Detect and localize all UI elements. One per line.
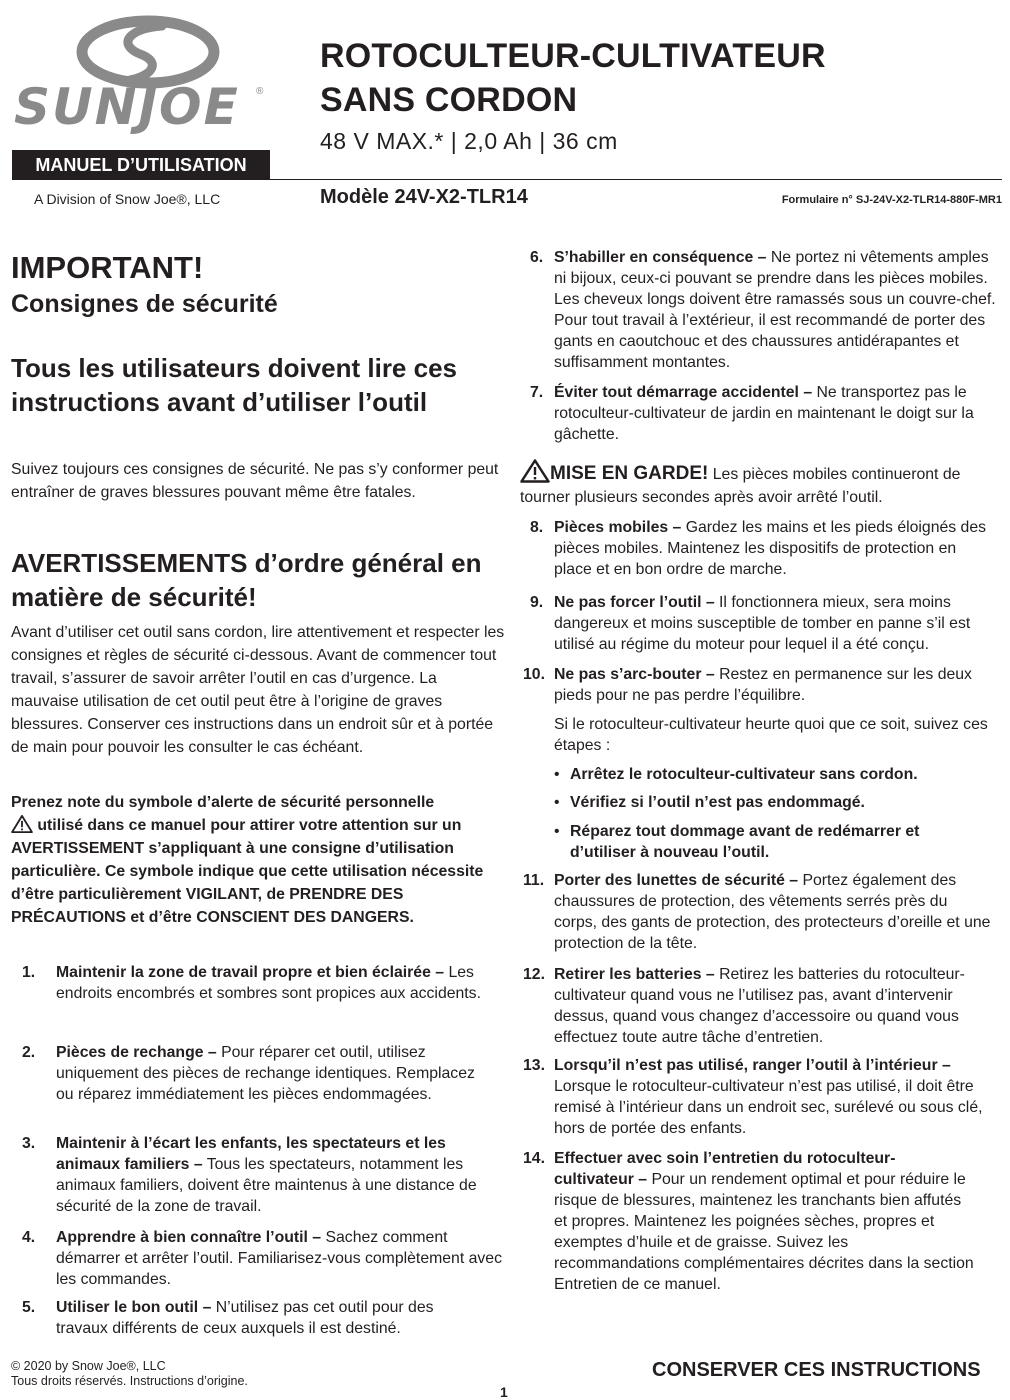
warning-triangle-icon [520,459,550,483]
product-title [320,34,826,122]
rule-number: 9. [530,594,544,611]
rule-number: 13. [523,1057,545,1074]
rule-text: Il fonctionnera mieux, sera moins dangereux et moins susceptible de tomber en panne s’il est utilisé au régime du moteur pour lequel il a été conçu. [554,594,971,653]
rule-number: 4. [22,1229,36,1246]
rule-number: 6. [530,249,544,266]
page-number: 1 [500,1384,508,1400]
manual-label: MANUEL D’UTILISATION [12,150,270,180]
rule-title: Éviter tout démarrage accidentel – [554,384,813,401]
rule-title: Retirer les batteries – [554,966,715,983]
rule-text: Ne portez ni vêtements amples ni bijoux, ceux-ci pouvant se prendre dans les pièces mobiles. Les cheveux longs doivent être ramassés sous un couvre-chef. Pour tout travail à l’extérieur, il est recommandé de porter des gants en caoutchouc et des chaussures antidérapantes et suffisamment montantes. [554,249,996,371]
keep-instructions-note: CONSERVER CES INSTRUCTIONS [652,1359,981,1381]
rule-number: 3. [22,1135,36,1152]
rule-text: Pour un rendement optimal et pour réduire le risque de blessures, maintenez les tranchants bien affutés et propres. Maintenez les poignées sèches, propres et exemptes d’huile et de graisse. Suivez les recommandations complémentaires décrites dans la section Entretien de ce manuel. [554,1171,974,1293]
intro-paragraph: Suivez toujours ces consignes de sécurité. Ne pas s’y conformer peut entraîner de graves blessures pouvant même être fatales. [11,461,499,501]
rule-title: Maintenir la zone de travail propre et bien éclairée – [56,964,445,981]
rule-number: 7. [530,384,544,401]
rule-text: Portez également des chaussures de protection, des vêtements serrés près du corps, des gants de protection, des protecteurs d’oreille et une protection de la tête. [554,872,991,952]
rule-number: 5. [22,1299,36,1316]
bullet-text: Arrêtez le rotoculteur-cultivateur sans cordon. [570,766,918,783]
bullet-dot: • [554,823,560,840]
rule-number: 1. [22,964,36,981]
rule-number: 11. [523,872,545,889]
logo-registered-mark: ® [256,86,264,97]
bullet-text: Vérifiez si l’outil n’est pas endommagé. [570,794,865,811]
rule-number: 8. [530,519,544,536]
rule-title: Apprendre à bien connaître l’outil – [56,1229,322,1246]
bullet-dot: • [554,766,560,783]
header-divider [270,179,1002,180]
safety-alert-icon [11,815,33,833]
rule-title: Effectuer avec soin l’entretien du rotoculteur-cultivateur – [554,1150,896,1188]
rights-text: Tous droits réservés. Instructions d’origine. [11,1374,248,1388]
copyright-block [11,1359,248,1389]
rule-number: 2. [22,1044,36,1061]
rule-title: Lorsqu’il n’est pas utilisé, ranger l’outil à l’intérieur – [554,1057,951,1074]
rule-text: N’utilisez pas cet outil pour des travaux différents de ceux auxquels il est destiné. [56,1299,434,1337]
caution-title: MISE EN GARDE! [550,463,709,484]
alert-symbol-text-a: Prenez note du symbole d’alerte de sécurité personnelle [11,794,435,811]
rule-number: 10. [523,666,545,683]
rule-text: Ne transportez pas le rotoculteur-cultivateur de jardin en maintenant le doigt sur la gâchette. [554,384,974,443]
logo-wordmark: SUNJOE [14,78,240,136]
rule-text: Gardez les mains et les pieds éloignés des pièces mobiles. Maintenez les dispositifs de protection en place et en bon ordre de marche. [554,519,987,578]
general-warnings-heading: AVERTISSEMENTS d’ordre général en matière de sécurité! [11,548,482,612]
rule-text: Lorsque le rotoculteur-cultivateur n’est pas utilisé, il doit être remisé à l’intérieur dans un endroit sec, surélevé ou sous clé, hors de portée des enfants. [554,1078,983,1137]
form-number: Formulaire n° SJ-24V-X2-TLR14-880F-MR1 [781,194,1002,206]
sunjoe-logo [12,10,267,140]
alert-symbol-text-b: utilisé dans ce manuel pour attirer votre attention sur un AVERTISSEMENT s’appliquant à une consigne d’utilisation particulière. Ce symbole indique que cette utilisation nécessite d’être particulièrement VIGILANT, de PRENDRE DES PRÉCAUTIONS et d’être CONSCIENT DES DANGERS. [11,817,484,926]
rule-title: Ne pas forcer l’outil – [554,594,715,611]
rule-title: Ne pas s’arc-bouter – [554,666,715,683]
bullet-dot: • [554,794,560,811]
model-number: Modèle 24V-X2-TLR14 [320,186,528,208]
all-users-heading: Tous les utilisateurs doivent lire ces instructions avant d’utiliser l’outil [11,353,457,417]
product-specs: 48 V MAX.* | 2,0 Ah | 36 cm [320,128,618,154]
rule-title: Porter des lunettes de sécurité – [554,872,799,889]
rule-10-extra: Si le rotoculteur-cultivateur heurte quoi que ce soit, suivez ces étapes : [554,716,988,754]
rule-number: 12. [523,966,545,983]
rule-title: Pièces mobiles – [554,519,682,536]
rule-text: Les endroits encombrés et sombres sont propices aux accidents. [56,964,481,1002]
title-line-1: ROTOCULTEUR-CULTIVATEUR [320,37,826,75]
safety-subheading: Consignes de sécurité [11,290,278,318]
copyright-text: © 2020 by Snow Joe®, LLC [11,1359,166,1373]
bullet-text: Réparez tout dommage avant de redémarrer et d’utiliser à nouveau l’outil. [570,823,920,861]
important-heading: IMPORTANT! [11,250,204,285]
rule-number: 14. [523,1150,545,1167]
caution-text: Les pièces mobiles continueront de tourner plusieurs secondes après avoir arrêté l’outil. [520,466,961,506]
rule-text: Tous les spectateurs, notamment les animaux familiers, doivent être maintenus à une distance de sécurité de la zone de travail. [56,1156,477,1215]
rule-title: Pièces de rechange – [56,1044,217,1061]
title-line-2: SANS CORDON [320,81,578,119]
division-text: A Division of Snow Joe®, LLC [34,191,221,207]
rule-text: Restez en permanence sur les deux pieds pour ne pas perdre l’équilibre. [554,666,972,704]
caution-notice [520,459,1000,509]
general-warnings-paragraph: Avant d’utiliser cet outil sans cordon, lire attentivement et respecter les consignes et règles de sécurité ci-dessous. Avant de commencer tout travail, s’assurer de savoir arrêter l’outil en cas d’urgence. La mauvaise utilisation de cet outil peut être à l’origine de graves blessures. Conserver ces instructions dans un endroit sûr et à portée de main pour pouvoir les consulter le cas échéant. [11,624,505,756]
rule-text: Pour réparer cet outil, utilisez uniquement des pièces de rechange identiques. Remplacez ou réparez immédiatement les pièces endommagées. [56,1044,475,1103]
rule-title: Maintenir à l’écart les enfants, les spectateurs et les animaux familiers – [56,1135,446,1173]
alert-symbol-paragraph [11,791,501,929]
rule-title: S’habiller en conséquence – [554,249,767,266]
rule-text: Retirez les batteries du rotoculteur-cultivateur quand vous ne l’utilisez pas, avant d’intervenir dessus, quand vous changez d’accessoire ou quand vous effectuez toute autre tâche d’entretien. [554,966,965,1046]
rule-text: Sachez comment démarrer et arrêter l’outil. Familiarisez-vous complètement avec les commandes. [56,1229,502,1288]
rule-title: Utiliser le bon outil – [56,1299,212,1316]
